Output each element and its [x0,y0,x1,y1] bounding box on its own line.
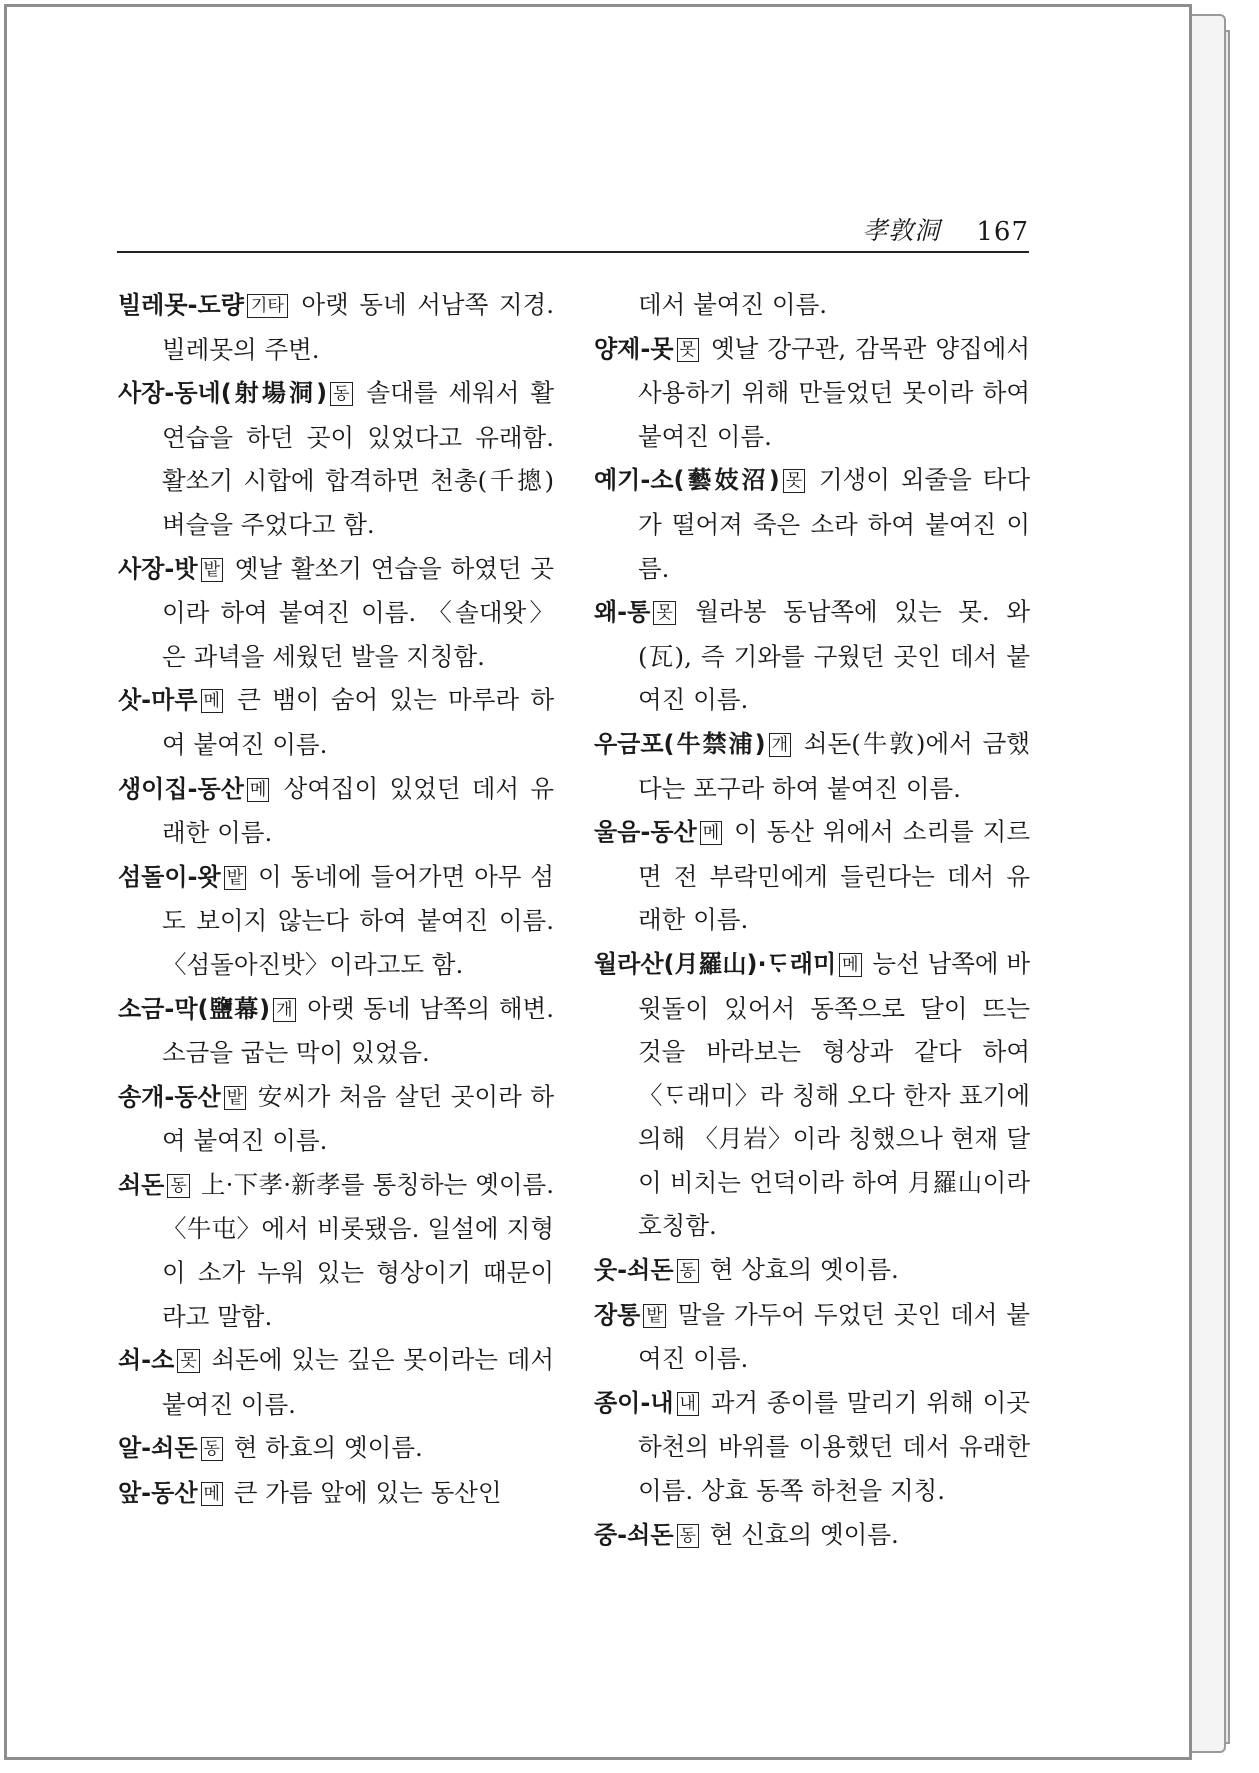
category-tag: 동 [167,1174,189,1198]
entry-headword: 생이집-동산 [118,774,244,803]
left-column [118,283,554,1516]
entry [118,678,554,766]
entry-headword: 종이-내 [594,1388,674,1417]
entry [594,1293,1030,1381]
entry-text: 능선 남쪽에 바윗돌이 있어서 동쪽으로 달이 뜨는 것을 바라보는 형상과 같다 하여 〈ᄃᆞ래미〉라 칭해 오다 한자 표기에 의해 〈月岩〉이라 칭했으나 현재 달이 비치는 언덕이라 하여 月羅山이라 호칭함. [638,948,1030,1241]
entry [594,1513,1030,1558]
entry-text: 옛날 강구관, 감목관 양집에서 사용하기 위해 만들었던 못이라 하여 붙여진 이름. [638,333,1030,451]
entry [118,1426,554,1471]
entry-headword: 앞-동산 [118,1479,198,1508]
entry-text: 上·下孝·新孝를 통칭하는 옛이름. 〈牛屯〉에서 비롯됐음. 일설에 지형이 소가 누워 있는 형상이기 때문이라고 말함. [162,1169,554,1331]
category-tag: 메 [247,778,269,802]
category-tag: 못 [783,469,805,493]
entry-headword: 소금-막(鹽幕) [118,994,271,1023]
entry-text: 현 상효의 옛이름. [709,1255,899,1285]
entry-text: 상여집이 있었던 데서 유래한 이름. [162,773,554,848]
entry-headword: 알-쇠돈 [118,1434,198,1463]
entry-text: 安씨가 처음 살던 곳이라 하여 붙여진 이름. [162,1081,554,1156]
entry [594,458,1030,590]
header-title: 孝敦洞 [862,216,941,245]
entry-headword: 사장-동네(射場洞) [118,379,328,408]
entry [118,283,554,371]
entry [594,810,1030,942]
entry-headword: 장통 [594,1300,641,1329]
category-tag: 밭 [201,558,223,582]
entry [594,327,1030,459]
category-tag: 개 [769,733,791,757]
entry-text: 말을 가두어 두었던 곳인 데서 붙여진 이름. [638,1299,1030,1374]
entry-text: 큰 뱀이 숨어 있는 마루라 하여 붙여진 이름. [162,685,554,759]
entry [118,547,554,679]
category-tag: 밭 [224,1086,246,1110]
entry [594,942,1030,1248]
entry-headword: 삿-마루 [118,686,198,715]
entry [594,1248,1030,1293]
entry [118,855,554,987]
category-tag: 동 [677,1259,699,1283]
entry-headword: 울음-동산 [594,818,697,847]
entry [118,767,554,855]
entry-headword: 쇠돈 [118,1170,165,1199]
category-tag: 못 [177,1349,199,1373]
entry-headword: 중-쇠돈 [594,1520,674,1549]
category-tag: 동 [677,1524,699,1548]
right-column [594,283,1030,1557]
category-tag: 밭 [224,866,246,890]
entry-text: 데서 붙여진 이름. [638,290,828,319]
category-tag: 못 [653,601,675,625]
entry [118,1163,554,1338]
entry-headword: 섬돌이-왓 [118,862,221,891]
entry-headword: 우금포(牛禁浦) [594,729,766,758]
entry-text: 이 동네에 들어가면 아무 섬도 보이지 않는다 하여 붙여진 이름. 〈섬돌아진밧〉이라고도 함. [162,861,554,979]
category-tag: 기타 [247,294,288,318]
entry-text: 이 동산 위에서 소리를 지르면 전 부락민에게 들린다는 데서 유래한 이름. [638,817,1030,935]
entry-text: 쇠돈(牛敦)에서 금했다는 포구라 하여 붙여진 이름. [638,728,1030,803]
category-tag: 개 [273,998,295,1022]
entry-headword: 쇠-소 [118,1346,175,1375]
entry-text: 옛날 활쏘기 연습을 하였던 곳이라 하여 붙여진 이름. 〈솔대왓〉은 과녁을 세웠던 발을 지칭함. [162,553,554,671]
page-number: 167 [976,217,1029,247]
entry-headword: 웃-쇠돈 [594,1256,674,1285]
entry [594,1381,1030,1513]
entry [118,1075,554,1163]
entry-headword: 왜-통 [594,598,651,627]
entry [118,371,554,546]
entry [594,722,1030,810]
category-tag: 메 [839,953,861,977]
entry-text: 과거 종이를 말리기 위해 이곳 하천의 바위를 이용했던 데서 유래한 이름. 상효 동쪽 하천을 지칭. [638,1387,1030,1506]
page-edge [1188,14,1226,1753]
category-tag: 메 [201,689,223,713]
category-tag: 동 [201,1437,223,1461]
entry [118,1471,554,1516]
entry-text: 솔대를 세워서 활연습을 하던 곳이 있었다고 유래함. 활쏘기 시합에 합격하면 천총(千摠) 벼슬을 주었다고 함. [162,378,554,539]
entry-text: 월라봉 동남쪽에 있는 못. 와(瓦), 즉 기와를 구웠던 곳인 데서 붙여진 이름. [638,597,1030,715]
category-tag: 동 [330,382,352,406]
entry [594,590,1030,722]
entry-text: 아랫 동네 남쪽의 해변. 소금을 굽는 막이 있었음. [162,993,554,1068]
entry-headword: 양제-못 [594,334,674,363]
category-tag: 메 [700,821,722,845]
entry [118,1338,554,1426]
entry-text: 현 하효의 옛이름. [233,1433,423,1463]
entry-text: 기생이 외줄을 타다가 떨어져 죽은 소라 하여 붙여진 이름. [638,465,1030,583]
entry-headword: 사장-밧 [118,554,198,583]
category-tag: 메 [201,1482,223,1506]
running-header [117,217,1029,253]
entry-text: 쇠돈에 있는 깊은 못이라는 데서 붙여진 이름. [162,1345,554,1419]
entry-text: 큰 가름 앞에 있는 동산인 [233,1478,502,1508]
entry-headword: 빌레못-도량 [118,291,244,319]
category-tag: 밭 [643,1304,665,1328]
entry-text: 현 신효의 옛이름. [709,1519,899,1549]
category-tag: 내 [677,1392,699,1416]
entry-headword: 월라산(月羅山)·ᄃᆞ래미 [594,949,837,978]
entry-headword: 송개-동산 [118,1082,221,1111]
entry-text: 아랫 동네 서남쪽 지경. 빌레못의 주변. [162,290,555,364]
entry-headword: 예기-소(藝妓沼) [594,466,780,495]
category-tag: 못 [677,338,699,362]
entry [118,987,554,1075]
entry-continuation [594,283,1030,327]
